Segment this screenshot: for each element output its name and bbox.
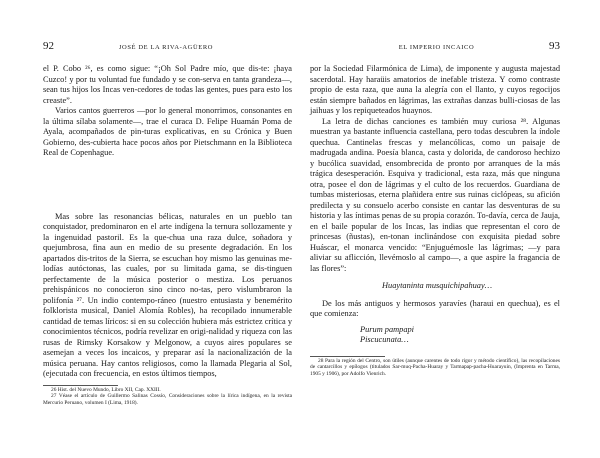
right-page (300, 0, 600, 458)
right-paragraph-2: La letra de dichas canciones es también muy curiosa ²⁸. Algunas muestran ya bastante influencia castellana, pero todas descubren la índole quechua. Cantinelas frescas y melancólicas, como un paisaje de madrugada andina. Poesía blanca, casta y dolorida, de candoroso hechizo y bucólica suavidad, ensombrecida de pronto por arranques de la más trágica desesperación. Esquiva y tradicional, esta raza, más que ninguna otra, posee el don de lágrimas y el culto de los recuerdos. Guardiana de tumbas misteriosas, eterna plañidera entre sus ruinas ciclópeas, su afición predilecta y su consuelo acerbo consiste en cantar las desventuras de su historia y las íntimas penas de su propia corazón. To-davía, cerca de Jauja, en el baile popular de los Incas, las indias que representan el coro de princesas (ñustas), en-tonan inclinándose con exquisita piedad sobre Huáscar, el monarca vencido: “Enjuguémosle las lágrimas; —y para aliviar su aflicción, llevémoslo al campo—, a que aspire la fragancia de las flores”: (310, 116, 560, 273)
left-paragraph-3: Mas sobre las resonancias bélicas, naturales en un pueblo tan conquistador, predominaron en el arte indígena la ternura sollozamente y la ingenuidad pastoril. Es la que-chua una raza dulce, soñadora y quejumbrosa, fina aun en medio de su presente degradación. En los apartados dis-tritos de la Sierra, se escuchan hoy mismo las genuinas me-lodías autóctonas, las cuales, por su limitada gama, se dis-tinguen perfectamente de la música posterior o mestiza. Los peruanos prehispánicos no conocieron sino cinco no-tas, pero vislumbraron la polifonía ²⁷. Un indio contempo-ráneo (nuestro entusiasta y benemérito folklorista musical, Daniel Alomía Robles), ha recopilado innumerable cantidad de temas líricos: si en su colección hubiera más estrictez crítica y conocimientos técnicos, podría revelizar en origi-nalidad y riqueza con las rusas de Rimsky Korsakow y Melgonow, a cuyos aires populares se asemejan a veces los incaicos, y preparar así la nacionalización de la música peruana. Hay cantos religiosos, como la llamada Plegaria al Sol, (ejecutada con frecuencia, en estos últimos tiempos, (43, 211, 292, 378)
right-footnote-rule (310, 356, 385, 357)
left-paragraph-2: Varios cantos guerreros —por lo general monorrimos, consonantes en la última sílaba solamente—, trae el curaca D. Felipe Huamán Poma de Ayala, acompañados de pin-turas explicativas, en su Crónica y Buen Gobierno, des-cubierta hace pocos años por Pietschmann en la Biblioteca Real de Copenhague. (43, 106, 292, 157)
left-header-title: JOSÉ DE LA RIVA-AGÜERO (118, 44, 214, 51)
footnote-26: 26 Hist. del Nuevo Mundo, Libro XII, Cap. XXIII. (51, 386, 161, 393)
right-running-head (310, 40, 560, 54)
left-footnotes (43, 387, 292, 407)
right-paragraph-1: por la Sociedad Filarmónica de Lima), de imponente y augusta majestad sacerdotal. Hay haraüis amatorios de inefable tristeza. Y como contraste propio de esta raza, que auna la alegría con el llanto, y cuyos regocijos están siempre bañados en lágrimas, las extrañas danzas bulli-ciosas de las jaihuas y los repiqueteados huaynos. (310, 64, 560, 115)
footnote-27: 27 Véase el artículo de Guillermo Salinas Cossío, Consideraciones sobre la lírica indígena, en la revista Mercurio Peruano, volumen I (Lima, 1918). (43, 393, 292, 406)
verse-line-1: Purum pampapi (360, 324, 415, 334)
right-paragraph-3: De los más antiguos y hermosos yaravíes (haraui en quechua), es el que comienza: (310, 298, 560, 318)
left-footnote-rule (43, 385, 118, 386)
footnote-28: 28 Para la región del Centro, son útiles (aunque carentes de todo rigor y método científico), las recopilaciones de cantarcillos y epílogos (titulados Sar-muq-Pacha-Huaray y Tarmapap-pacha-Huarayuin, (Imprenta en Tarma, 1905 y 1906), por Adolfo Vienrich. (310, 357, 560, 377)
right-footnotes (310, 358, 560, 378)
verse-line-2: Piscucunata… (360, 335, 409, 344)
left-running-head (43, 40, 292, 54)
right-body (310, 64, 560, 346)
verse-huaytaninta: Huaytaninta musquichipahuay… (382, 281, 493, 290)
right-page-number: 93 (549, 40, 560, 52)
left-body (43, 64, 292, 380)
right-header-title: EL IMPERIO INCAICO (398, 44, 475, 51)
section-gap (43, 159, 292, 212)
left-paragraph-1: el P. Cobo ²⁶, es como sigue: “¡Oh Sol Padre mío, que dis-te: ¡haya Cuzco! y por tu voluntad fue fundado y se con-serva en tanta grandeza—, sean tus hijos los Incas ven-cedores de todas las gentes, pues para esto los creaste”. (43, 64, 292, 105)
left-page-number: 92 (43, 40, 54, 52)
